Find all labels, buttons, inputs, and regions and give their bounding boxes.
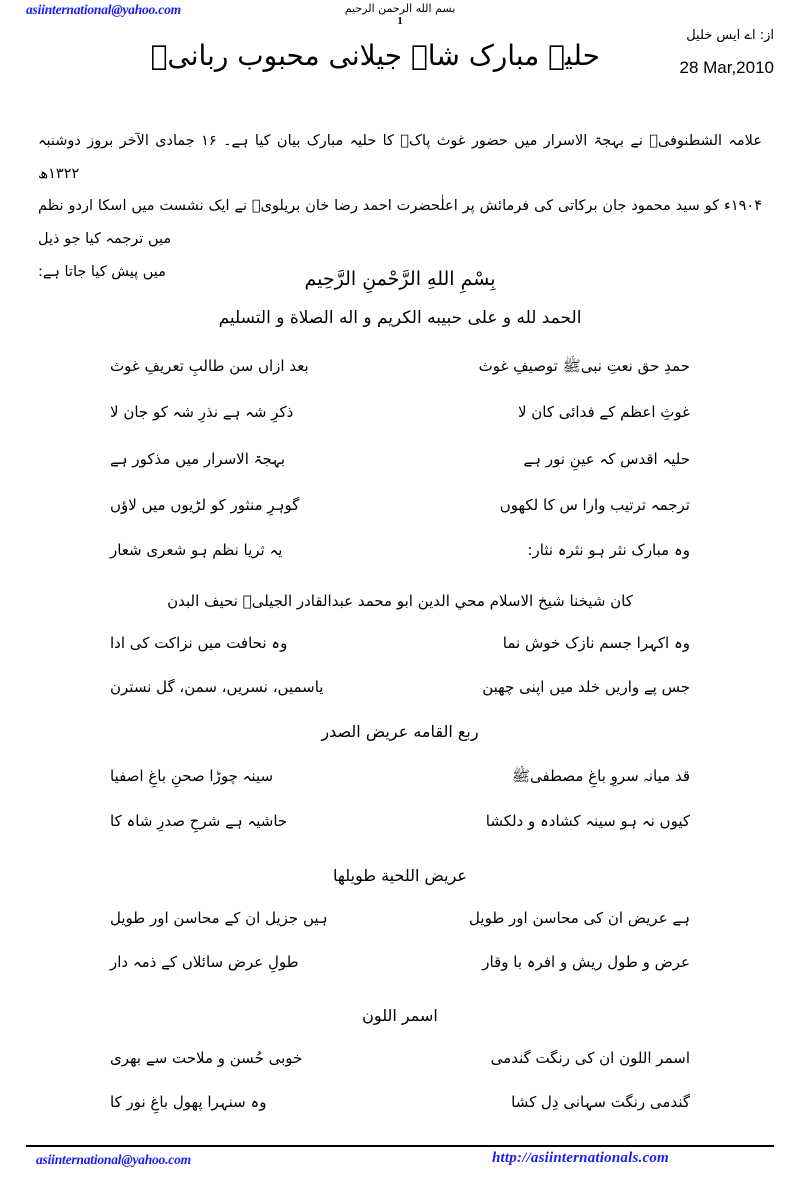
hemistich-second: وہ سنہرا پھول باغِ نور کا xyxy=(110,1093,267,1111)
couplet-row xyxy=(110,403,690,421)
couplet-row xyxy=(110,496,690,514)
hemistich-second: ذکرِ شہ ہے نذرِ شہ کو جان لا xyxy=(110,403,294,421)
header-email: asiinternational@yahoo.com xyxy=(26,2,181,17)
hemistich-second: طولِ عرض سائلاں کے ذمہ دار xyxy=(110,953,299,971)
footer-url[interactable]: http://asiinternationals.com xyxy=(492,1150,669,1166)
hemistich-second: بہجۃ الاسرار میں مذکور ہے xyxy=(110,450,286,468)
footer-divider xyxy=(26,1145,774,1147)
arabic-basmala: بِسْمِ اللهِ الرَّحْمنِ الرَّحِيم xyxy=(304,268,496,290)
couplet-row xyxy=(110,1049,690,1067)
hemistich-first: ہے عریض ان کی محاسن اور طویل xyxy=(469,909,690,927)
couplet-row xyxy=(110,953,690,971)
arabic-hamd: الحمد لله و على حبيبه الكريم و اله الصلاة و التسليم xyxy=(218,308,582,328)
hemistich-first: اسمر اللون ان کی رنگت گندمی xyxy=(490,1049,690,1067)
intro-paragraph xyxy=(38,125,762,288)
page-number: 1 xyxy=(397,15,403,27)
hemistich-first: وہ مبارک نثر ہو نثرہ نثار: xyxy=(527,541,690,559)
hemistich-second: سینہ چوڑا صحنِ باغِ اصفیا xyxy=(110,767,274,785)
hemistich-first: گندمی رنگت سہانی دِل کشا xyxy=(511,1093,690,1111)
hemistich-first: حلیہ اقدس کہ عینِ نور ہے xyxy=(523,450,690,468)
hemistich-second: گوہرِ منثور کو لڑیوں میں لاؤں xyxy=(110,496,300,514)
intro-line-1: علامہ الشطنوفیؒ نے بہجۃ الاسرار میں حضور غوث پاکؒ کا حلیہ مبارک بیان کیا ہے۔ ۱۶ جمادی الآخر بروز دوشنبہ ۱۳۲۲ھ xyxy=(38,133,762,182)
couplet-row xyxy=(110,450,690,468)
couplet-row xyxy=(110,357,690,379)
hemistich-first: عرض و طول ریش و افرہ با وقار xyxy=(482,953,690,971)
page-title: حلیہ مبارک شاہ جیلانی محبوب ربانیؒ xyxy=(150,39,600,72)
footer-email[interactable]: asiinternational@yahoo.com xyxy=(36,1152,191,1167)
hemistich-second: ہیں جزیل ان کے محاسن اور طویل xyxy=(110,909,328,927)
intro-line-2: ۱۹۰۴ء کو سید محمود جان برکاتی کی فرمائش پر اعلٰحضرت احمد رضا خان بریلویؒ نے ایک نشست میں اسکا اردو نظم میں ترجمہ کیا جو ذیل xyxy=(38,198,762,247)
couplet-row xyxy=(110,634,690,652)
hemistich-first: ترجمہ ترتیب وارا س کا لکھوں xyxy=(499,496,690,514)
hemistich-second: بعد ازاں سن طالبِ تعریفِ غوث xyxy=(110,357,309,375)
hemistich-first: جس پے واریں خلد میں اپنی چھبن xyxy=(482,678,690,696)
hemistich-first: کیوں نہ ہو سینہ کشادہ و دلکشا xyxy=(485,812,690,830)
section-heading: ربع القامه عريض الصدر xyxy=(321,722,479,741)
document-date: 28 Mar,2010 xyxy=(679,58,774,77)
author-byline: از: اے ایس خلیل xyxy=(686,28,774,43)
hemistich-first: حمدِ حق نعتِ نبیﷺ توصیفِ غوث xyxy=(478,357,690,375)
couplet-row xyxy=(110,812,690,830)
hemistich-first: وہ اکہرا جسم نازک خوش نما xyxy=(502,634,690,652)
hemistich-second: یہ ثریا نظم ہو شعری شعار xyxy=(110,541,283,559)
hemistich-second: یاسمیں، نسریں، سمن، گل نسترن xyxy=(110,678,324,696)
header-bismillah: بسم الله الرحمن الرحيم xyxy=(344,2,456,15)
couplet-row xyxy=(110,767,690,789)
hemistich-second: خوبی حُسن و ملاحت سے بھری xyxy=(110,1049,303,1067)
hemistich-first: قد میانہ سروِ باغِ مصطفیﷺ xyxy=(511,767,690,785)
couplet-row xyxy=(110,678,690,696)
section-heading: اسمر اللون xyxy=(362,1006,438,1025)
couplet-row xyxy=(110,1093,690,1111)
intro-line-3: میں پیش کیا جاتا ہے: xyxy=(38,263,166,280)
hemistich-second: وہ نحافت میں نزاکت کی ادا xyxy=(110,634,288,652)
couplet-row xyxy=(110,541,690,559)
hemistich-second: حاشیہ ہے شرحِ صدرِ شاہ کا xyxy=(110,812,288,830)
section-heading: عريض اللحية طويلها xyxy=(333,866,467,885)
hemistich-first: غوثِ اعظم کے فدائی کان لا xyxy=(517,403,690,421)
couplet-row xyxy=(110,909,690,927)
section-heading: كان شيخنا شيخ الاسلام محي الدين ابو محمد عبدالقادر الجيلىؒ نحيف البدن xyxy=(167,592,633,610)
